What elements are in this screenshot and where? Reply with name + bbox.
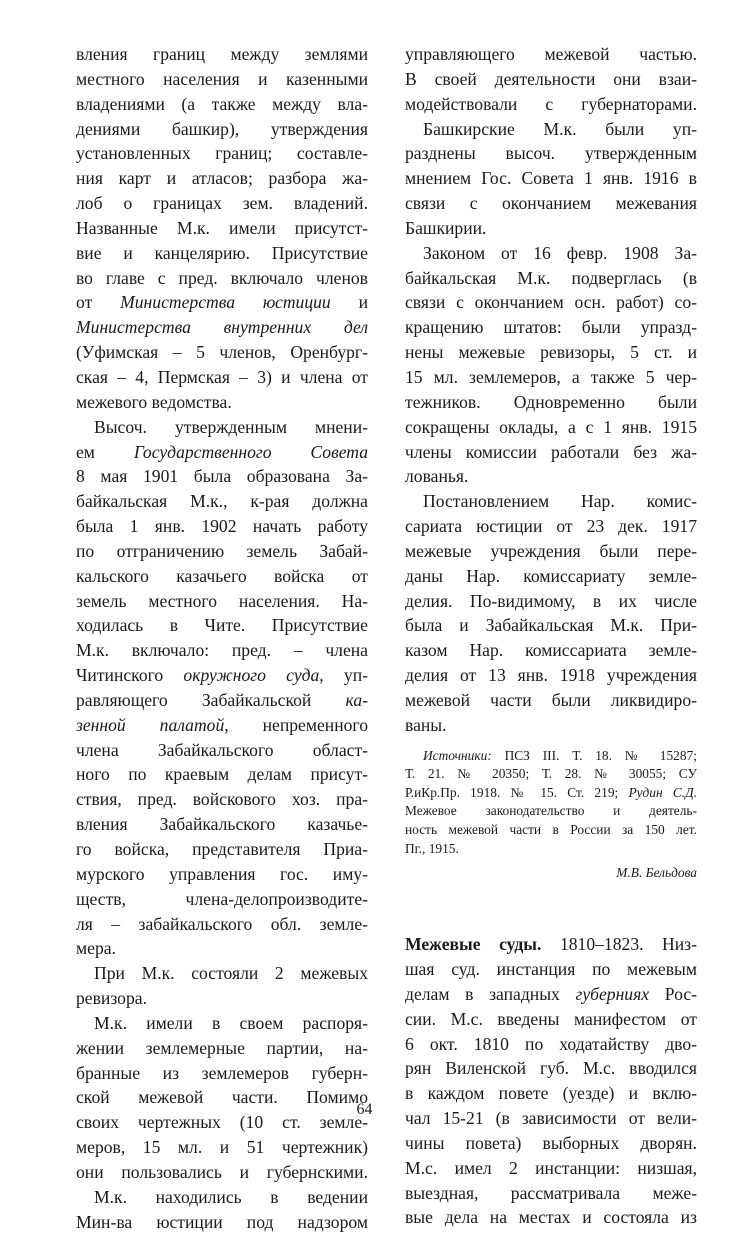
text-line: мера. [76,938,116,959]
bold-term: Межевые суды. [405,934,542,955]
italic-term: Министерства внутренних дел [76,317,368,338]
text-line: межевой части были ликвидиро- [405,689,697,710]
text-line: межевые учреждения были пере- [405,540,697,561]
text-line: вые дела на местах и состояла из [405,1207,697,1228]
text-line: ного по краевым делам присут- [76,764,368,785]
text-line: нены межевые ревизоры, 5 ст. и [405,342,697,363]
text-line: При М.к. состояли 2 межевых [94,963,368,984]
text-line: была и Забайкальская М.к. При- [405,615,697,636]
text-line [76,688,368,713]
text-line: го войска, представителя Приа- [76,839,368,859]
text-line: по отграничению земель Забай- [76,540,368,561]
source-line: Т. 21. № 20350; Т. 28. № 30055; СУ [405,766,697,782]
text-line: установленных границ; составле- [76,143,368,164]
text-line: вие и канцелярию. Присутствие [76,242,368,263]
text-line: Мин-ва юстиции под надзором [76,1211,368,1232]
text-line: М.с. имел 2 инстанции: низшая, [405,1157,697,1178]
text-line: ваны. [405,714,447,735]
left-column [76,42,368,1235]
text-line: жении землемерные партии, на- [76,1037,368,1058]
text-line: чал 15-21 (в зависимости от вели- [405,1108,697,1129]
text-line: земель местного населения. На- [76,590,368,611]
text-line: ревизора. [76,988,147,1009]
italic-term: Источники: [423,747,492,763]
text-line [76,315,368,340]
text-line: Постановлением Нар. комис- [423,491,697,512]
text-line: ля – забайкальского обл. земле- [76,913,368,934]
text-line: казом Нар. комиссариата земле- [405,640,697,661]
text-run: делам в западных [405,983,576,1004]
text-line: члены комиссии работали без жа- [405,441,697,462]
text-line: ществ, члена-делопроизводите- [76,888,368,909]
text-run: от [76,292,121,313]
text-line: кращению штатов: были упразд- [405,317,697,338]
text-line: разднены высоч. утвержденным [405,143,697,164]
italic-term: окружного суда [183,665,320,686]
text-line: делия от 13 янв. 1918 учреждения [405,665,697,686]
text-line: меров, 15 мл. и 51 чертежник) [76,1137,368,1158]
text-line: выездная, рассматривала меже- [405,1182,697,1203]
text-line: М.к. имели в своем распоря- [94,1012,368,1033]
text-line: ходилась в Чите. Присутствие [76,615,368,636]
text-line: члена Забайкальского област- [76,739,368,760]
text-line [76,440,368,465]
text-line: связи с окончанием осн. работ) со- [405,292,697,313]
text-line: лоб о границах зем. владений. [76,193,368,214]
text-line: модействовали с губернаторами. [405,93,697,114]
italic-term: зенной палатой [76,714,225,735]
text-line [405,982,697,1007]
text-line: вления границ между землями [76,44,368,64]
article-mezhevye-sudy [405,932,697,1230]
text-run: равляющего Забайкальской [76,689,346,710]
text-line: рян Виленской губ. М.с. вводился [405,1058,697,1079]
text-line: местного населения и казенными [76,68,368,89]
sources-block [405,747,697,885]
text-line: дениями башкир), утверждения [76,118,368,139]
text-line: лованья. [405,466,469,487]
text-run: 1810–1823. Низ- [541,934,697,955]
italic-term: ка- [345,689,368,710]
italic-term: Рудин С.Д. [628,784,697,800]
text-line: (Уфимская – 5 членов, Оренбург- [76,342,368,363]
text-run: Р.иКр.Пр. 1918. № 15. Ст. 219; [405,784,629,800]
text-run: Рос- [649,983,697,1004]
text-line: ния карт и атласов; разбора жа- [76,168,368,189]
text-run: ем [76,441,134,462]
text-line: 15 мл. землемеров, а также 5 чер- [405,366,697,387]
text-line: мурского управления гос. иму- [76,863,368,884]
text-run: и [330,292,368,313]
text-line: 6 окт. 1810 по ходатайству дво- [405,1033,697,1054]
text-line: М.к. находились в ведении [94,1186,368,1207]
text-line: во главе с пред. включало членов [76,267,368,288]
text-line: Башкирии. [405,217,487,238]
text-line: даны Нар. комиссариату земле- [405,565,697,586]
text-line: бранные из землемеров губерн- [76,1062,368,1083]
italic-term: Министерства юстиции [120,292,331,313]
text-line: Названные М.к. имели присутст- [76,217,368,238]
text-line: байкальская М.к., к-рая должна [76,491,368,512]
text-line: сариата юстиции от 23 дек. 1917 [405,516,697,537]
text-line: Высоч. утвержденным мнени- [94,416,368,437]
text-line: они пользовались и губернскими. [76,1161,368,1182]
text-run: , уп- [319,665,368,686]
text-run: ПСЗ III. Т. 18. № 15287; [491,747,697,763]
text-line: владениями (а также между вла- [76,93,368,114]
text-line: межевого ведомства. [76,391,232,412]
text-line: своих чертежных (10 ст. земле- [76,1112,368,1133]
text-line: была 1 янв. 1902 начать работу [76,516,368,537]
text-line: В своей деятельности они взаи- [405,68,697,89]
text-line [405,932,697,957]
source-line: Пг., 1915. [405,840,459,856]
text-line: мнением Гос. Совета 1 янв. 1916 в [405,168,697,189]
source-line [405,747,697,766]
text-line: байкальская М.к. подверглась (в [405,267,697,288]
text-line: М.к. включало: пред. – члена [76,640,368,661]
text-line: сокращены оклады, а с 1 янв. 1915 [405,416,697,437]
page-number: 64 [356,1101,373,1118]
source-line: ность межевой части в России за 150 лет. [405,822,697,837]
text-line: делия. По-видимому, в их числе [405,590,697,611]
text-line: в каждом повете (уезде) и вклю- [405,1083,697,1104]
right-column [405,42,697,1230]
text-line: ствия, пред. войскового хоз. пра- [76,789,368,810]
text-line: ской межевой части. Помимо [76,1087,368,1108]
text-line: шая суд. инстанция по межевым [405,959,697,980]
text-line: Башкирские М.к. были уп- [423,118,697,139]
text-line: кальского казачьего войска от [76,565,368,586]
text-line: ская – 4, Пермская – 3) и члена от [76,366,368,387]
text-line: чины повета) выборных дворян. [405,1132,697,1153]
article-author: М.В. Бельдова [616,865,697,881]
text-line [76,663,368,688]
spacer [405,738,697,747]
italic-term: Государственного Совета [133,441,368,462]
text-line: тежников. Одновременно были [405,391,697,412]
text-run: Читинского [76,665,184,686]
text-run: , непременного [224,714,368,735]
text-line: сии. М.с. введены манифестом от [405,1008,697,1029]
text-line: вления Забайкальского казачье- [76,814,368,835]
text-line: 8 мая 1901 была образована За- [76,466,368,487]
source-line: Межевое законодательство и деятель- [405,803,697,819]
text-line [76,713,368,738]
text-line: связи с окончанием межевания [405,193,697,214]
text-line [76,290,368,315]
text-line: Законом от 16 февр. 1908 За- [423,242,697,263]
spacer [405,884,697,932]
source-line [405,784,697,803]
text-line: управляющего межевой частью. [405,44,697,64]
italic-term: губерниях [575,983,650,1004]
